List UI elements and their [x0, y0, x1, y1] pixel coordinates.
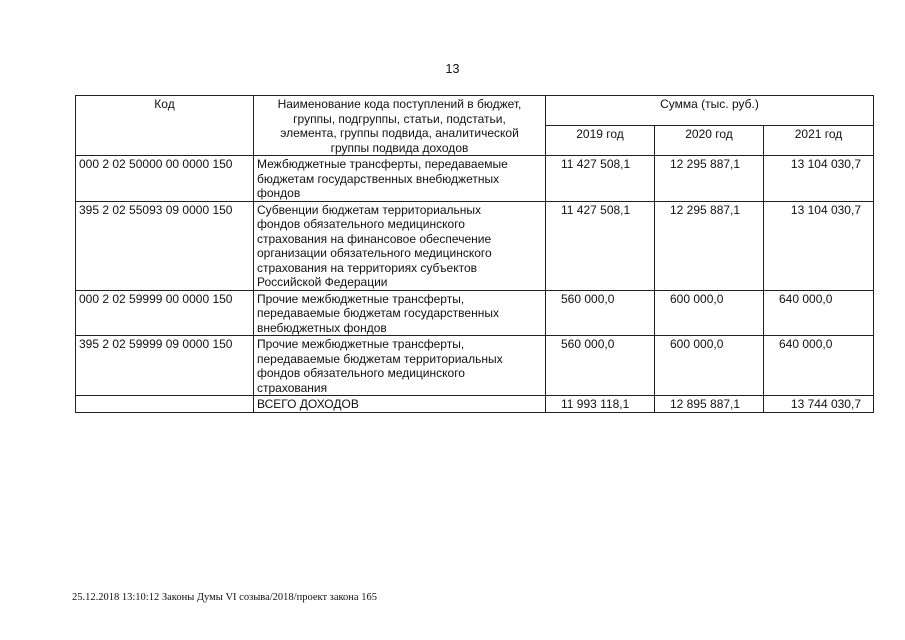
row-value-2019: 560 000,0	[546, 290, 655, 336]
row-value-2020: 600 000,0	[655, 336, 764, 396]
row-value-2021: 13 104 030,7	[764, 156, 874, 202]
row-code: 000 2 02 59999 00 0000 150	[76, 290, 254, 336]
table-header-row	[76, 96, 874, 126]
row-code: 395 2 02 59999 09 0000 150	[76, 336, 254, 396]
row-value-2021: 640 000,0	[764, 336, 874, 396]
row-code: 000 2 02 50000 00 0000 150	[76, 156, 254, 202]
header-code: Код	[76, 96, 254, 156]
table-row	[76, 201, 874, 290]
table-total-row	[76, 396, 874, 413]
row-value-2019: 11 427 508,1	[546, 156, 655, 202]
document-footer: 25.12.2018 13:10:12 Законы Думы VI созыва/2018/проект закона 165	[72, 592, 377, 603]
total-value-2019: 11 993 118,1	[546, 396, 655, 413]
row-name: Прочие межбюджетные трансферты, передаваемые бюджетам государственных внебюджетных фондов	[254, 290, 546, 336]
row-name: Межбюджетные трансферты, передаваемые бюджетам государственных внебюджетных фондов	[254, 156, 546, 202]
row-code: 395 2 02 55093 09 0000 150	[76, 201, 254, 290]
page-number: 13	[445, 62, 460, 76]
header-name: Наименование кода поступлений в бюджет, группы, подгруппы, статьи, подстатьи, элемента, группы подвида, аналитической группы подвида доходов	[254, 96, 546, 156]
row-value-2020: 12 295 887,1	[655, 156, 764, 202]
row-value-2021: 13 104 030,7	[764, 201, 874, 290]
row-name: Субвенции бюджетам территориальных фондов обязательного медицинского страхования на финансовое обеспечение организации обязательного медицинского страхования на территориях субъектов Российской Федерации	[254, 201, 546, 290]
total-value-2021: 13 744 030,7	[764, 396, 874, 413]
header-sum: Сумма (тыс. руб.)	[546, 96, 874, 126]
row-value-2019: 11 427 508,1	[546, 201, 655, 290]
row-value-2019: 560 000,0	[546, 336, 655, 396]
total-value-2020: 12 895 887,1	[655, 396, 764, 413]
row-name: Прочие межбюджетные трансферты, передаваемые бюджетам территориальных фондов обязательного медицинского страхования	[254, 336, 546, 396]
table-row	[76, 290, 874, 336]
row-value-2020: 12 295 887,1	[655, 201, 764, 290]
header-year-2020: 2020 год	[655, 126, 764, 156]
header-year-2021: 2021 год	[764, 126, 874, 156]
header-year-2019: 2019 год	[546, 126, 655, 156]
revenue-table	[75, 95, 874, 413]
total-code	[76, 396, 254, 413]
row-value-2020: 600 000,0	[655, 290, 764, 336]
table-row	[76, 156, 874, 202]
table-row	[76, 336, 874, 396]
row-value-2021: 640 000,0	[764, 290, 874, 336]
total-label: ВСЕГО ДОХОДОВ	[254, 396, 546, 413]
